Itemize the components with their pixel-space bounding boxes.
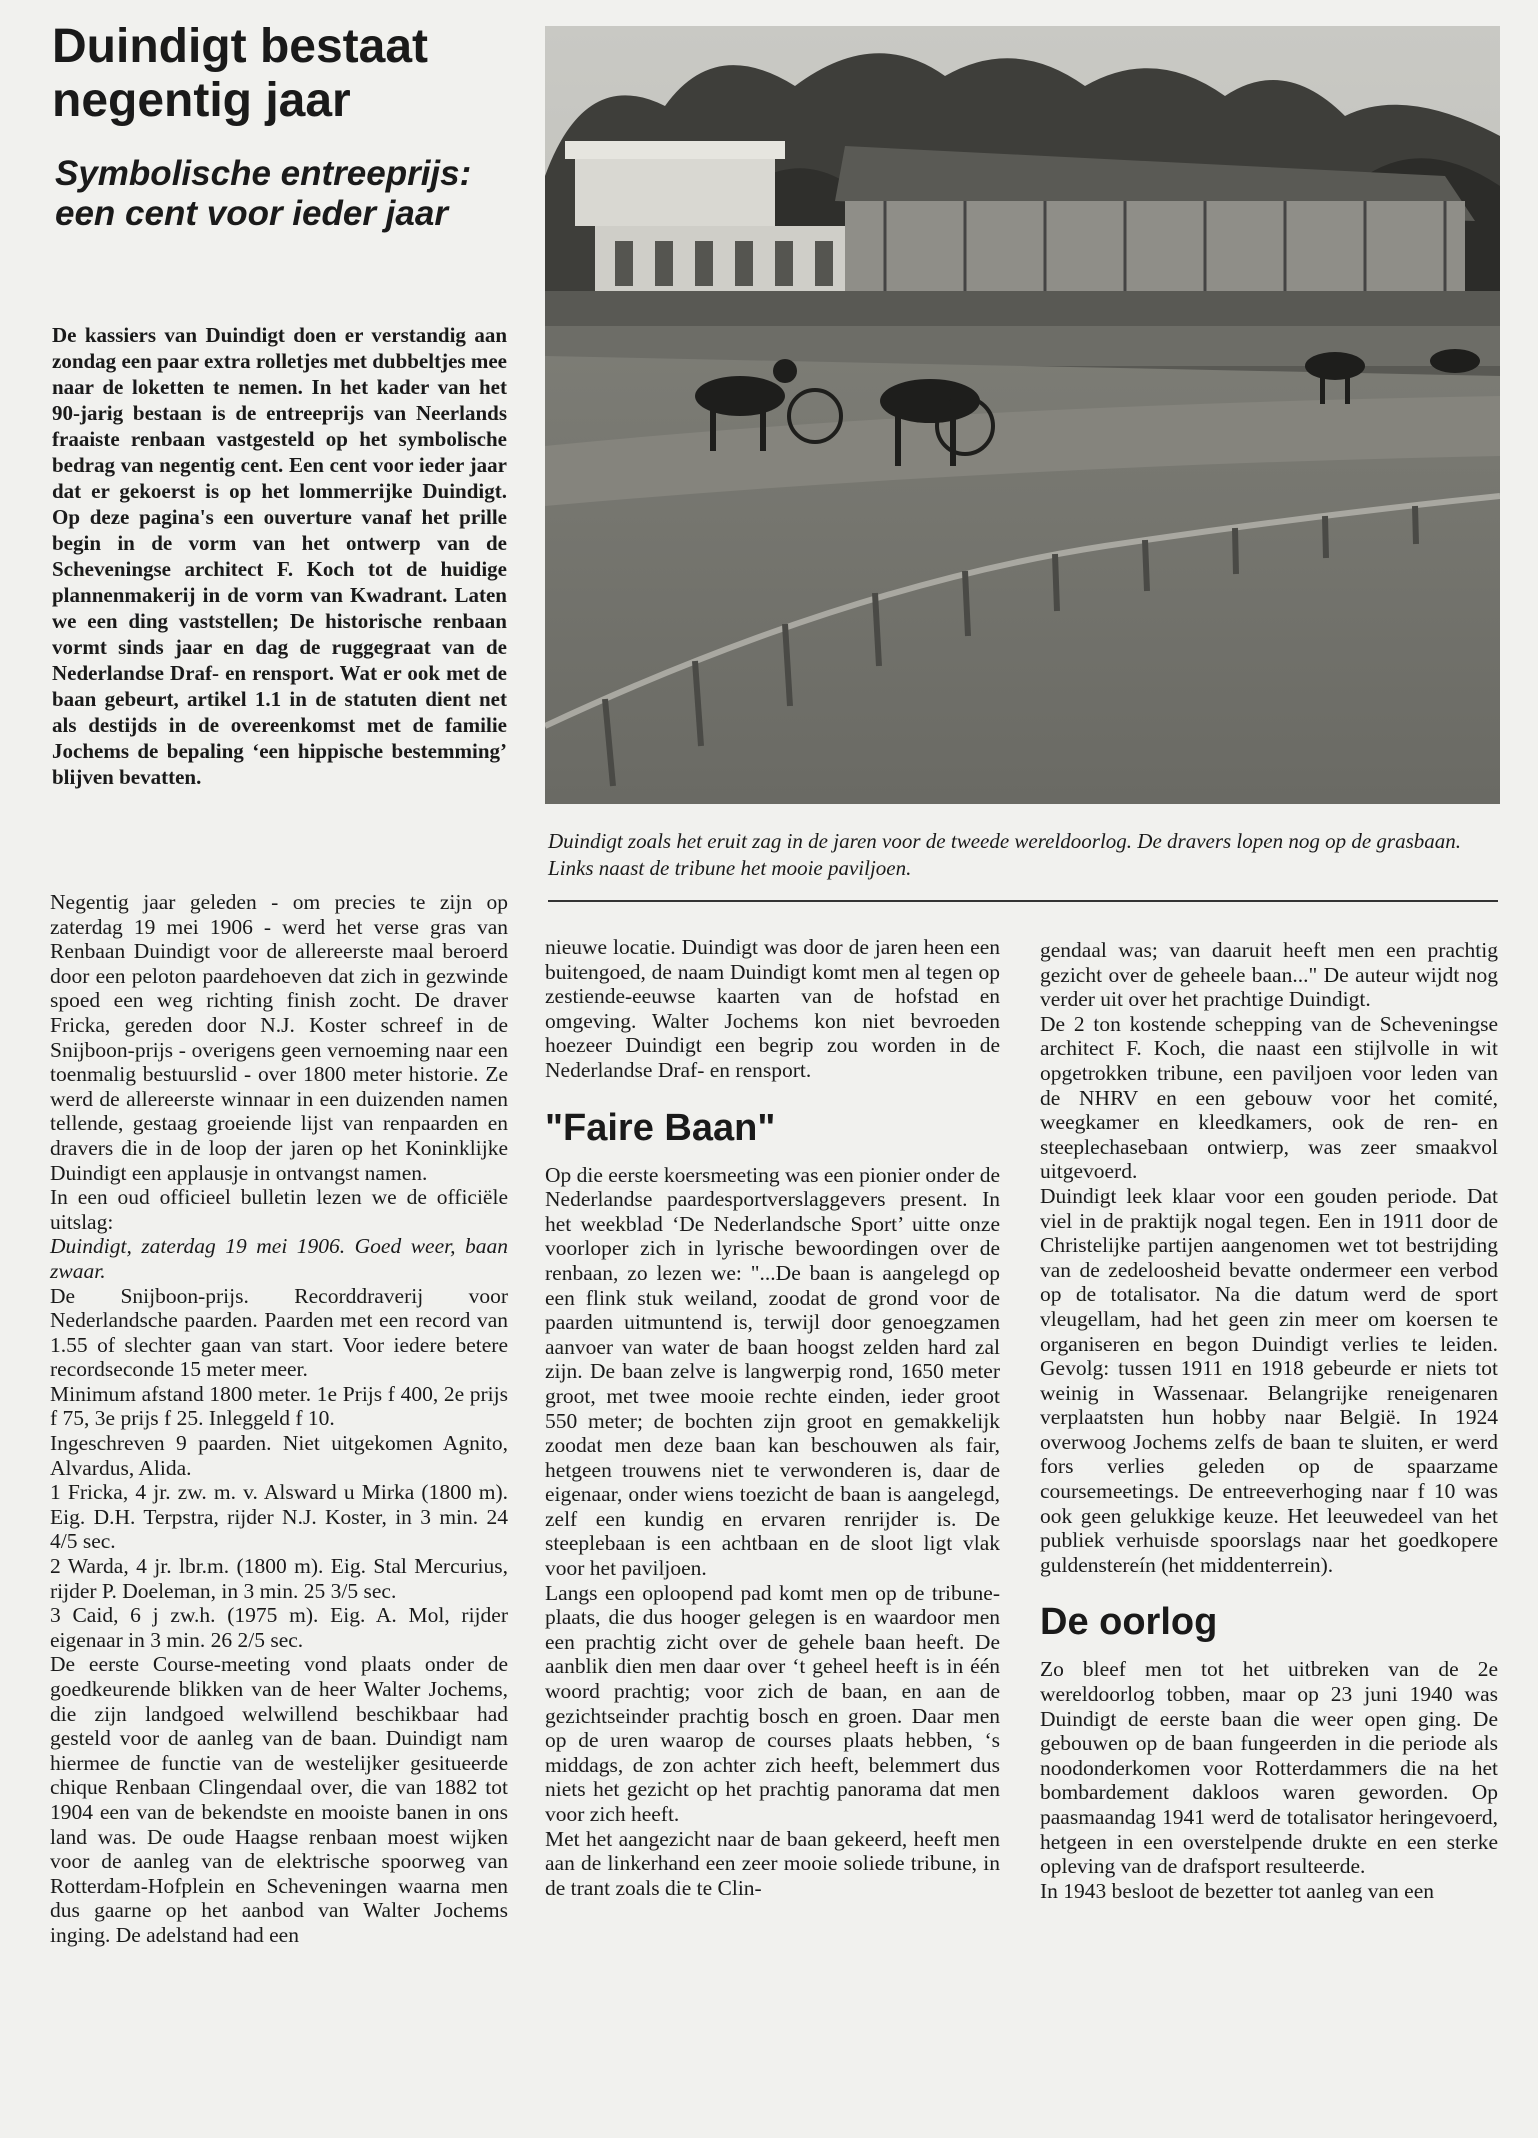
racetrack-photo — [545, 26, 1500, 804]
section-heading: De oorlog — [1040, 1601, 1218, 1644]
paragraph: De Snijboon-prijs. Recorddraverij voor Nederlandsche paarden. Paarden met een record van 1.55 of slechter gaan van start. Voor iedere betere recordseconde 15 meter meer. — [50, 1283, 508, 1382]
column-1 — [50, 890, 508, 1948]
paragraph: gendaal was; van daaruit heeft men een prachtig gezicht over de geheele baan..." De auteur wijdt nog verder uit over het prachtige Duindigt. — [1040, 938, 1498, 1012]
subheadline: Symbolische entreeprijs: een cent voor ieder jaar — [55, 154, 472, 233]
paragraph: Langs een oploopend pad komt men op de tribune-plaats, die dus hooger gelegen is en waardoor men een prachtig zicht over de gehele baan heeft. De aanblik dien men daar over ‘t geheel heeft is in één woord prachtig; voor zich de baan, en aan de gezichtseinder prachtig bosch en groen. Daar men op de uren waarop de courses plaats hebben, ‘s middags, de zon achter zich heeft, belemmert dus niets het gezicht op het prachtig panorama dat men voor zich heeft. — [545, 1580, 1000, 1826]
paragraph: In 1943 besloot de bezetter tot aanleg van een — [1040, 1878, 1435, 1903]
paragraph: Zo bleef men tot het uitbreken van de 2e wereldoorlog tobben, maar op 23 juni 1940 was Duindigt de eerste baan die weer open ging. De gebouwen op de baan fungeerden in die periode als noodonderkomen voor Rotterdammers die na het bombardement dakloos waren geworden. Op paasmaandag 1941 werd de totalisator heringevoerd, hetgeen in een overstelpende drukte en een sterke opleving van de drafsport resulteerde. — [1040, 1657, 1498, 1879]
column-2 — [545, 935, 1000, 1900]
paragraph: nieuwe locatie. Duindigt was door de jaren heen een buitengoed, de naam Duindigt komt men al tegen op zestiende-eeuwse kaarten van de hofstad en omgeving. Walter Jochems kon niet bevroeden hoezeer Duindigt een begrip zou worden in de Nederlandse Draf- en rensport. — [545, 935, 1000, 1082]
paragraph: De eerste Course-meeting vond plaats onder de goedkeurende blikken van de heer Walter Jochems, die zijn landgoed welwillend beschikbaar had gesteld voor de aanleg van de baan. Duindigt nam hiermee de functie van de westelijker gesitueerde chique Renbaan Clingendaal over, die van 1882 tot 1904 een van de bekendste en mooiste banen in ons land was. De oude Haagse renbaan moest wijken voor de aanleg van de elektrische spoorweg van Rotterdam-Hofplein en Scheveningen waarna men dus gaarne op het aanbod van Walter Jochems inging. De adelstand had een — [50, 1652, 508, 1947]
caption-rule — [548, 900, 1498, 902]
paragraph: De 2 ton kostende schepping van de Scheveningse architect F. Koch, die naast een stijlvolle in wit opgetrokken tribune, een paviljoen voor leden van de NHRV en een gebouw voor het comité, weegkamer en kleedkamers, ook de ren- en steeplechasebaan ontwierp, was zeer smaakvol uitgevoerd. — [1040, 1011, 1498, 1184]
paragraph: Duindigt leek klaar voor een gouden periode. Dat viel in de praktijk nogal tegen. Een in 1911 door de Christelijke partijen aangenomen wet tot bestrijding van de zedeloosheid bevatte ondermeer een verbod op de totalisator. Na die datum werd de sport vleugellam, had het geen zin meer om koersen te organiseren en begon Duindigt verlies te leiden. Gevolg: tussen 1911 en 1918 gebeurde er niets tot weinig in Wassenaar. Belangrijke reneigenaren verplaatsten hun hobby naar België. In 1924 overwoog Jochems zelfs de baan te sluiten, er werd fors verlies geleden op de spaarzame coursemeetings. De entreeverhoging naar f 10 was ook geen gelukkige keuze. Het leeuwedeel van het publiek verhuisde spoorslags naar het goedkopere guldenstereín (het middenterrein). — [1040, 1183, 1498, 1577]
paragraph: Op die eerste koersmeeting was een pionier onder de Nederlandse paardesportverslaggevers present. In het weekblad ‘De Nederlandsche Sport’ uitte onze voorloper zich in lyrische bewoordingen over de renbaan, zo lezen we: "...De baan is aangelegd op een flink stuk weiland, zoodat de grond voor de paarden uitmuntend is, terwijl door genoegzamen aanvoer van water de baan hoogst zelden hard zal zijn. De baan zelve is langwerpig rond, 1650 meter groot, met twee mooie rechte einden, ieder groot 550 meter; de bochten zijn groot en gemakkelijk zoodat men deze baan kan beschouwen als fair, hetgeen trouwens niet te verwonderen is, daar de eigenaar, onder wiens toezicht de baan is aangelegd, zelf een kundig en ervaren renrijder is. De steeplebaan is een achtbaan en de sloot ligt vlak voor het paviljoen. — [545, 1162, 1000, 1581]
paragraph: In een oud officieel bulletin lezen we de officiële uitslag: — [50, 1185, 508, 1234]
section-heading: "Faire Baan" — [545, 1106, 776, 1149]
paragraph: 3 Caid, 6 j zw.h. (1975 m). Eig. A. Mol, rijder eigenaar in 3 min. 26 2/5 sec. — [50, 1603, 508, 1652]
paragraph: Ingeschreven 9 paarden. Niet uitgekomen Agnito, Alvardus, Alida. — [50, 1431, 508, 1480]
paragraph: 1 Fricka, 4 jr. zw. m. v. Alsward u Mirka (1800 m). Eig. D.H. Terpstra, rijder N.J. Koster, in 3 min. 24 4/5 sec. — [50, 1480, 508, 1554]
paragraph: Negentig jaar geleden - om precies te zijn op zaterdag 19 mei 1906 - werd het verse gras van Renbaan Duindigt voor de allereerste maal beroerd door een peloton paardehoeven dat zich in gezwinde spoed een weg richting finish zocht. De draver Fricka, gereden door N.J. Koster schreef in de Snijboon-prijs - overigens geen vernoeming naar een toenmalig bestuurslid - over 1800 meter historie. Ze werd de allereerste winnaar in een duizenden namen tellende, gestaag groeiende lijst van renpaarden en dravers die in de loop der jaren op het Koninklijke Duindigt een applausje in ontvangst namen. — [50, 890, 508, 1185]
paragraph: 2 Warda, 4 jr. lbr.m. (1800 m). Eig. Stal Mercurius, rijder P. Doeleman, in 3 min. 25 3/5 sec. — [50, 1554, 508, 1603]
paragraph: Duindigt, zaterdag 19 mei 1906. Goed weer, baan zwaar. — [50, 1234, 508, 1283]
paragraph: Minimum afstand 1800 meter. 1e Prijs f 400, 2e prijs f 75, 3e prijs f 25. Inleggeld f 10. — [50, 1381, 508, 1431]
column-3 — [1040, 938, 1498, 1903]
paragraph: Met het aangezicht naar de baan gekeerd, heeft men aan de linkerhand een zeer mooie soliede tribune, in de trant zoals die te Clin- — [545, 1826, 1000, 1900]
headline: Duindigt bestaat negentig jaar — [52, 20, 429, 127]
photo-caption: Duindigt zoals het eruit zag in de jaren voor de tweede wereldoorlog. De dravers lopen nog op de grasbaan. Links naast de tribune het mooie paviljoen. — [548, 829, 1462, 880]
lead-paragraph: De kassiers van Duindigt doen er verstandig aan zondag een paar extra rolletjes met dubbeltjes mee naar de loketten te nemen. In het kader van het 90-jarig bestaan is de entreeprijs van Neerlands fraaiste renbaan vastgesteld op het symbolische bedrag van negentig cent. Een cent voor ieder jaar dat er gekoerst is op het lommerrijke Duindigt. Op deze pagina's een ouverture vanaf het prille begin in de vorm van het ontwerp van de Scheveningse architect F. Koch tot de huidige plannenmakerij in de vorm van Kwadrant. Laten we een ding vaststellen; De historische renbaan vormt sinds jaar en dag de ruggegraat van de Nederlandse Draf- en rensport. Wat er ook met de baan gebeurt, artikel 1.1 in de statuten dient net als destijds in de overeenkomst met de familie Jochems de bepaling ‘een hippische bestemming’ blijven bevatten. — [52, 323, 507, 789]
